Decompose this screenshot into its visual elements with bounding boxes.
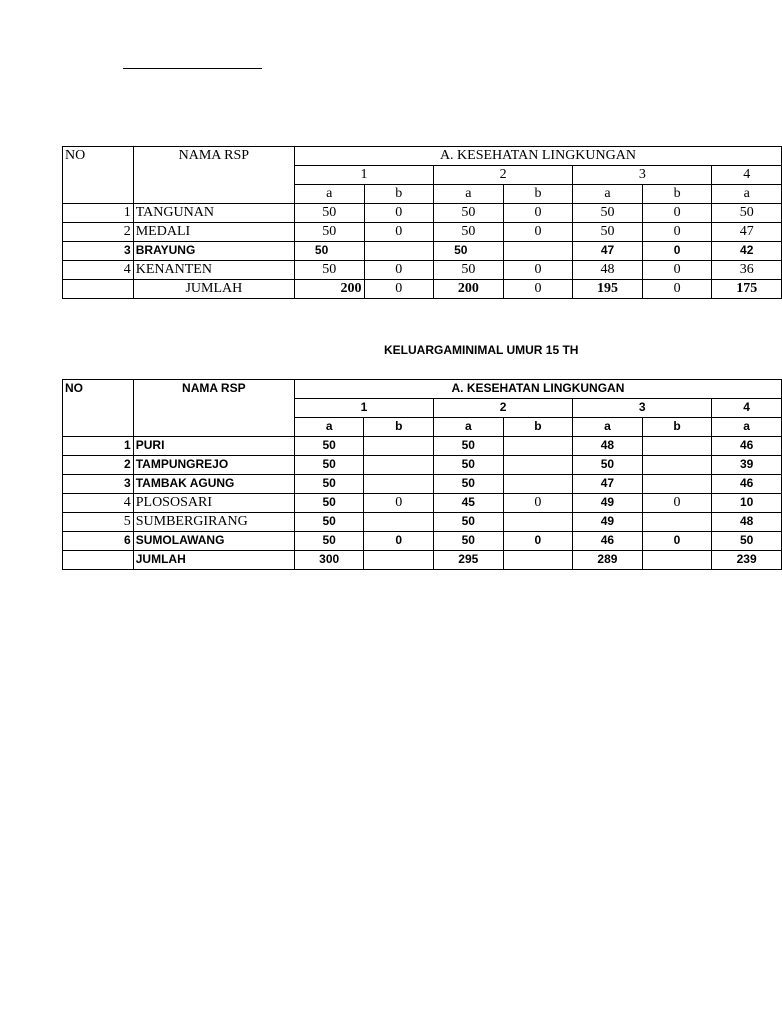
cell: 0 [364, 204, 434, 223]
row-name: MEDALI [133, 223, 294, 242]
total-cell: 295 [434, 551, 504, 570]
cell [503, 475, 573, 494]
name-header: NAMA RSP [133, 380, 294, 437]
cell: 50 [434, 242, 504, 261]
group-header: 4 [712, 399, 782, 418]
subcol-header: a [712, 418, 782, 437]
row-number: 1 [63, 204, 134, 223]
row-number: 5 [63, 513, 134, 532]
cell: 48 [573, 261, 643, 280]
group-header: 3 [573, 399, 712, 418]
row-number: 2 [63, 456, 134, 475]
group-header: 4 [712, 166, 782, 185]
cell: 0 [503, 204, 573, 223]
total-row [63, 551, 782, 570]
cell [364, 456, 434, 475]
cell: 50 [573, 456, 643, 475]
cell: 50 [434, 261, 504, 280]
group-header: 1 [294, 399, 433, 418]
subcol-header: a [712, 185, 782, 204]
name-header: NAMA RSP [133, 147, 294, 204]
row-name: PLOSOSARI [133, 494, 294, 513]
cell [503, 456, 573, 475]
cell: 50 [434, 204, 504, 223]
subcol-header: b [503, 418, 573, 437]
cell [503, 513, 573, 532]
row-name: BRAYUNG [133, 242, 294, 261]
table-row [63, 437, 782, 456]
cell: 42 [712, 242, 782, 261]
row-number: 3 [63, 475, 134, 494]
cell [364, 513, 434, 532]
row-number: 6 [63, 532, 134, 551]
cell [642, 475, 712, 494]
cell: 50 [294, 475, 364, 494]
total-cell: 0 [503, 280, 573, 299]
cell: 50 [434, 223, 504, 242]
cell: 50 [434, 456, 504, 475]
subcol-header: b [642, 185, 712, 204]
no-header: NO [63, 147, 134, 204]
subcol-header: a [434, 185, 504, 204]
subcol-header: b [642, 418, 712, 437]
table-row [63, 475, 782, 494]
row-name: SUMOLAWANG [133, 532, 294, 551]
row-name: SUMBERGIRANG [133, 513, 294, 532]
total-number-cell [63, 280, 134, 299]
cell [642, 456, 712, 475]
cell: 48 [573, 437, 643, 456]
subcol-header: a [294, 185, 364, 204]
total-cell: 239 [712, 551, 782, 570]
subcol-header: b [364, 185, 434, 204]
cell: 50 [294, 532, 364, 551]
cell: 50 [434, 475, 504, 494]
cell: 0 [642, 532, 712, 551]
row-number: 4 [63, 261, 134, 280]
cell [503, 437, 573, 456]
group-header: 1 [294, 166, 433, 185]
cell: 39 [712, 456, 782, 475]
cell: 0 [364, 494, 434, 513]
group-header: 2 [434, 166, 573, 185]
total-cell: 0 [364, 280, 434, 299]
row-name: PURI [133, 437, 294, 456]
cell: 45 [434, 494, 504, 513]
cell: 0 [642, 223, 712, 242]
total-cell: 195 [573, 280, 643, 299]
row-number: 4 [63, 494, 134, 513]
cell: 0 [503, 494, 573, 513]
row-name: TAMBAK AGUNG [133, 475, 294, 494]
subcol-header: a [573, 185, 643, 204]
cell [642, 513, 712, 532]
cell: 47 [712, 223, 782, 242]
cell: 0 [642, 261, 712, 280]
table2 [62, 379, 782, 570]
cell [503, 242, 573, 261]
table-row [63, 261, 782, 280]
cell: 48 [712, 513, 782, 532]
cell: 47 [573, 242, 643, 261]
cell: 50 [712, 532, 782, 551]
subcol-header: a [573, 418, 643, 437]
cell: 50 [294, 223, 364, 242]
row-name: KENANTEN [133, 261, 294, 280]
cell: 0 [642, 494, 712, 513]
cell: 0 [503, 261, 573, 280]
section-header: A. KESEHATAN LINGKUNGAN [294, 380, 781, 399]
cell: 46 [573, 532, 643, 551]
no-header: NO [63, 380, 134, 437]
section-caption: KELUARGAMINIMAL UMUR 15 TH [384, 343, 579, 357]
table2-container [62, 379, 757, 570]
table-row [63, 242, 782, 261]
cell: 50 [712, 204, 782, 223]
table-row [63, 494, 782, 513]
cell: 49 [573, 494, 643, 513]
cell: 0 [364, 532, 434, 551]
cell [642, 437, 712, 456]
cell: 50 [434, 437, 504, 456]
cell: 47 [573, 475, 643, 494]
total-cell: 200 [294, 280, 364, 299]
row-number: 1 [63, 437, 134, 456]
total-label: JUMLAH [133, 280, 294, 299]
cell: 50 [294, 513, 364, 532]
row-number: 2 [63, 223, 134, 242]
cell: 0 [503, 223, 573, 242]
subcol-header: b [503, 185, 573, 204]
top-underline [123, 68, 262, 69]
table1 [62, 146, 782, 299]
total-label: JUMLAH [133, 551, 294, 570]
cell [364, 475, 434, 494]
total-cell: 300 [294, 551, 364, 570]
total-number-cell [63, 551, 134, 570]
cell: 50 [573, 204, 643, 223]
table-row [63, 532, 782, 551]
cell: 49 [573, 513, 643, 532]
total-cell: 175 [712, 280, 782, 299]
cell: 50 [573, 223, 643, 242]
cell: 50 [294, 261, 364, 280]
cell: 0 [642, 204, 712, 223]
total-cell [364, 551, 434, 570]
cell: 36 [712, 261, 782, 280]
row-name: TANGUNAN [133, 204, 294, 223]
table-row [63, 204, 782, 223]
section-header: A. KESEHATAN LINGKUNGAN [294, 147, 781, 166]
cell: 0 [364, 223, 434, 242]
total-row [63, 280, 782, 299]
row-name: TAMPUNGREJO [133, 456, 294, 475]
group-header: 3 [573, 166, 712, 185]
cell: 0 [503, 532, 573, 551]
cell: 50 [434, 532, 504, 551]
table-row [63, 513, 782, 532]
group-header: 2 [434, 399, 573, 418]
subcol-header: a [294, 418, 364, 437]
cell: 50 [294, 456, 364, 475]
total-cell: 0 [642, 280, 712, 299]
subcol-header: a [434, 418, 504, 437]
table-row [63, 456, 782, 475]
cell: 0 [642, 242, 712, 261]
cell: 50 [294, 494, 364, 513]
total-cell: 289 [573, 551, 643, 570]
cell: 50 [294, 242, 364, 261]
cell: 50 [294, 437, 364, 456]
table1-container [62, 146, 758, 299]
cell [364, 437, 434, 456]
cell [364, 242, 434, 261]
cell: 0 [364, 261, 434, 280]
total-cell: 200 [434, 280, 504, 299]
row-number: 3 [63, 242, 134, 261]
cell: 50 [294, 204, 364, 223]
cell: 46 [712, 437, 782, 456]
cell: 46 [712, 475, 782, 494]
table-row [63, 223, 782, 242]
cell: 50 [434, 513, 504, 532]
subcol-header: b [364, 418, 434, 437]
total-cell [642, 551, 712, 570]
cell: 10 [712, 494, 782, 513]
total-cell [503, 551, 573, 570]
